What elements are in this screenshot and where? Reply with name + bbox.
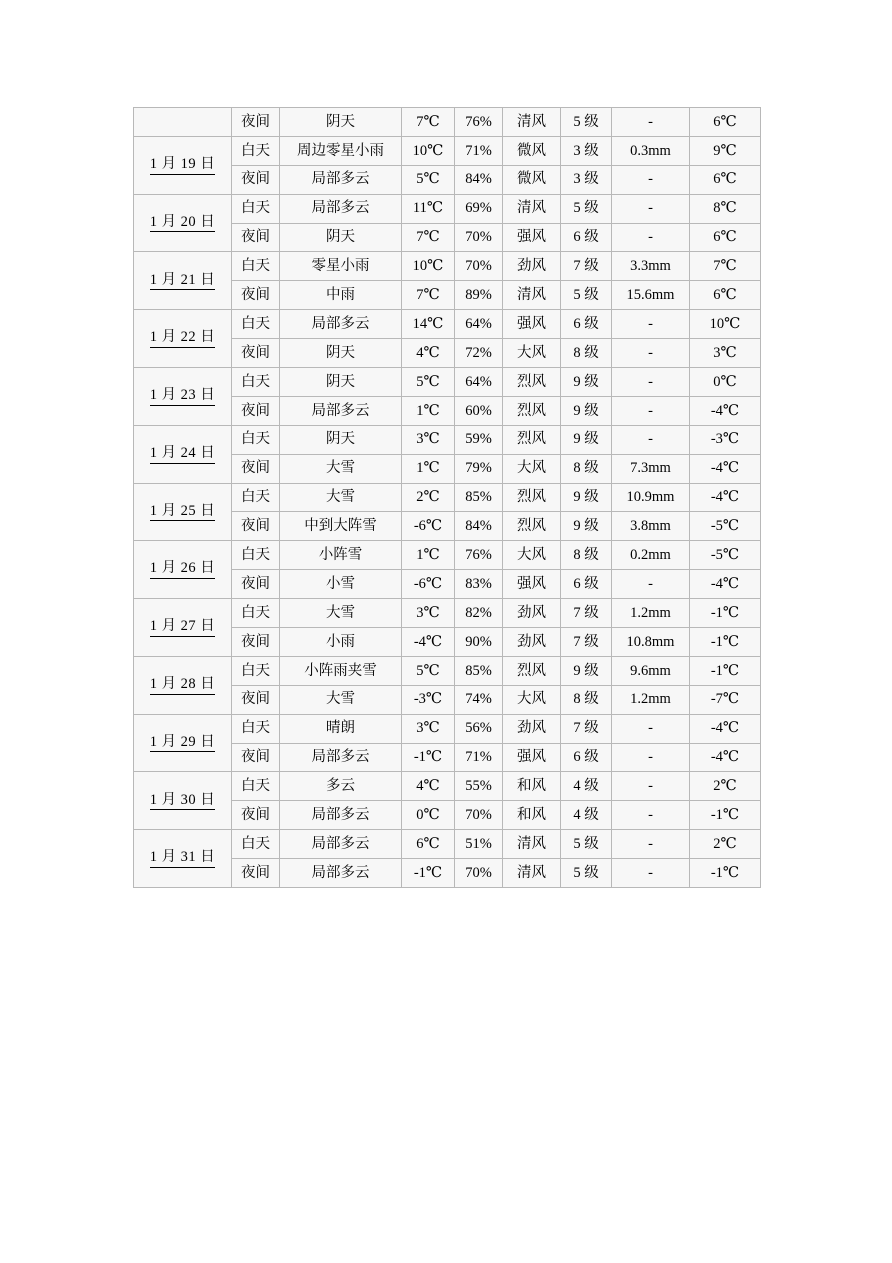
humidity-cell: 90% [455,628,503,657]
low-temperature-cell: 0℃ [690,368,761,397]
period-cell: 夜间 [232,108,280,137]
wind-level-cell: 3 级 [561,165,612,194]
period-cell: 夜间 [232,512,280,541]
low-temperature-cell: -7℃ [690,685,761,714]
wind-cell: 和风 [503,772,561,801]
date-cell [134,830,232,888]
table-row [134,830,761,859]
humidity-cell: 71% [455,743,503,772]
low-temperature-cell: 6℃ [690,165,761,194]
period-cell: 夜间 [232,801,280,830]
wind-cell: 劲风 [503,628,561,657]
date-cell [134,108,232,137]
period-cell: 夜间 [232,339,280,368]
date-cell [134,656,232,714]
low-temperature-cell: 9℃ [690,136,761,165]
date-label: 1 月 28 日 [150,676,216,695]
humidity-cell: 64% [455,368,503,397]
condition-cell: 小阵雪 [280,541,402,570]
low-temperature-cell: -4℃ [690,483,761,512]
humidity-cell: 72% [455,339,503,368]
date-label: 1 月 26 日 [150,560,216,579]
precipitation-cell: - [612,425,690,454]
date-label: 1 月 19 日 [150,156,216,175]
condition-cell: 阴天 [280,339,402,368]
table-row [134,194,761,223]
period-cell: 夜间 [232,281,280,310]
table-row [134,310,761,339]
precipitation-cell: 10.9mm [612,483,690,512]
low-temperature-cell: -1℃ [690,859,761,888]
wind-level-cell: 9 级 [561,425,612,454]
condition-cell: 中到大阵雪 [280,512,402,541]
wind-cell: 清风 [503,859,561,888]
date-cell [134,772,232,830]
temperature-cell: -3℃ [402,685,455,714]
low-temperature-cell: 6℃ [690,223,761,252]
period-cell: 白天 [232,599,280,628]
wind-level-cell: 7 级 [561,252,612,281]
condition-cell: 局部多云 [280,396,402,425]
low-temperature-cell: -5℃ [690,541,761,570]
condition-cell: 小雪 [280,570,402,599]
precipitation-cell: 7.3mm [612,454,690,483]
period-cell: 夜间 [232,223,280,252]
temperature-cell: 7℃ [402,281,455,310]
condition-cell: 阴天 [280,425,402,454]
temperature-cell: 5℃ [402,656,455,685]
humidity-cell: 84% [455,512,503,541]
precipitation-cell: 10.8mm [612,628,690,657]
humidity-cell: 64% [455,310,503,339]
wind-level-cell: 9 级 [561,368,612,397]
wind-level-cell: 5 级 [561,194,612,223]
period-cell: 夜间 [232,743,280,772]
date-cell [134,541,232,599]
date-label: 1 月 22 日 [150,329,216,348]
precipitation-cell: - [612,368,690,397]
period-cell: 夜间 [232,454,280,483]
condition-cell: 阴天 [280,368,402,397]
wind-level-cell: 8 级 [561,685,612,714]
precipitation-cell: - [612,108,690,137]
wind-cell: 烈风 [503,656,561,685]
weather-table-container [133,107,760,888]
low-temperature-cell: -3℃ [690,425,761,454]
wind-cell: 清风 [503,281,561,310]
wind-cell: 烈风 [503,483,561,512]
period-cell: 白天 [232,368,280,397]
humidity-cell: 83% [455,570,503,599]
condition-cell: 零星小雨 [280,252,402,281]
wind-cell: 清风 [503,108,561,137]
precipitation-cell: 15.6mm [612,281,690,310]
wind-level-cell: 7 级 [561,714,612,743]
table-row [134,108,761,137]
period-cell: 白天 [232,136,280,165]
condition-cell: 局部多云 [280,859,402,888]
temperature-cell: 0℃ [402,801,455,830]
period-cell: 白天 [232,425,280,454]
date-label: 1 月 25 日 [150,503,216,522]
wind-level-cell: 7 级 [561,628,612,657]
period-cell: 白天 [232,310,280,339]
wind-cell: 微风 [503,165,561,194]
temperature-cell: -6℃ [402,512,455,541]
temperature-cell: 5℃ [402,165,455,194]
date-cell [134,483,232,541]
precipitation-cell: - [612,223,690,252]
wind-level-cell: 6 级 [561,223,612,252]
low-temperature-cell: 6℃ [690,108,761,137]
condition-cell: 大雪 [280,685,402,714]
date-label: 1 月 30 日 [150,792,216,811]
low-temperature-cell: 3℃ [690,339,761,368]
wind-cell: 劲风 [503,252,561,281]
period-cell: 夜间 [232,859,280,888]
wind-level-cell: 3 级 [561,136,612,165]
humidity-cell: 76% [455,541,503,570]
condition-cell: 局部多云 [280,743,402,772]
humidity-cell: 71% [455,136,503,165]
low-temperature-cell: -4℃ [690,743,761,772]
wind-level-cell: 8 级 [561,541,612,570]
date-cell [134,252,232,310]
wind-cell: 劲风 [503,599,561,628]
wind-level-cell: 5 级 [561,830,612,859]
low-temperature-cell: 8℃ [690,194,761,223]
humidity-cell: 70% [455,859,503,888]
precipitation-cell: - [612,339,690,368]
wind-cell: 强风 [503,570,561,599]
period-cell: 夜间 [232,685,280,714]
precipitation-cell: - [612,714,690,743]
humidity-cell: 55% [455,772,503,801]
temperature-cell: 5℃ [402,368,455,397]
wind-level-cell: 9 级 [561,656,612,685]
temperature-cell: 7℃ [402,223,455,252]
date-label: 1 月 29 日 [150,734,216,753]
humidity-cell: 82% [455,599,503,628]
table-row [134,656,761,685]
temperature-cell: 3℃ [402,425,455,454]
wind-level-cell: 4 级 [561,801,612,830]
temperature-cell: 3℃ [402,599,455,628]
wind-level-cell: 8 级 [561,454,612,483]
date-label: 1 月 21 日 [150,272,216,291]
date-cell [134,194,232,252]
precipitation-cell: 3.3mm [612,252,690,281]
wind-level-cell: 9 级 [561,483,612,512]
temperature-cell: 10℃ [402,136,455,165]
wind-cell: 烈风 [503,425,561,454]
condition-cell: 局部多云 [280,801,402,830]
period-cell: 白天 [232,714,280,743]
precipitation-cell: 3.8mm [612,512,690,541]
wind-cell: 强风 [503,223,561,252]
low-temperature-cell: 2℃ [690,830,761,859]
wind-level-cell: 9 级 [561,396,612,425]
condition-cell: 周边零星小雨 [280,136,402,165]
table-row [134,599,761,628]
precipitation-cell: - [612,165,690,194]
table-row [134,541,761,570]
wind-level-cell: 6 级 [561,570,612,599]
period-cell: 白天 [232,483,280,512]
temperature-cell: 14℃ [402,310,455,339]
temperature-cell: 3℃ [402,714,455,743]
table-row [134,714,761,743]
date-cell [134,310,232,368]
temperature-cell: 7℃ [402,108,455,137]
temperature-cell: 1℃ [402,454,455,483]
precipitation-cell: - [612,859,690,888]
wind-cell: 微风 [503,136,561,165]
humidity-cell: 89% [455,281,503,310]
precipitation-cell: - [612,194,690,223]
date-cell [134,425,232,483]
weather-forecast-table [133,107,761,888]
humidity-cell: 74% [455,685,503,714]
weather-table-body [134,108,761,888]
humidity-cell: 60% [455,396,503,425]
low-temperature-cell: 2℃ [690,772,761,801]
condition-cell: 局部多云 [280,165,402,194]
precipitation-cell: - [612,772,690,801]
wind-cell: 清风 [503,830,561,859]
condition-cell: 局部多云 [280,194,402,223]
precipitation-cell: 1.2mm [612,599,690,628]
condition-cell: 局部多云 [280,830,402,859]
low-temperature-cell: -4℃ [690,454,761,483]
period-cell: 白天 [232,830,280,859]
date-label: 1 月 23 日 [150,387,216,406]
humidity-cell: 59% [455,425,503,454]
wind-cell: 烈风 [503,512,561,541]
date-label: 1 月 20 日 [150,214,216,233]
precipitation-cell: 0.2mm [612,541,690,570]
wind-cell: 劲风 [503,714,561,743]
temperature-cell: -6℃ [402,570,455,599]
period-cell: 白天 [232,194,280,223]
date-cell [134,714,232,772]
table-row [134,483,761,512]
wind-cell: 强风 [503,310,561,339]
temperature-cell: 1℃ [402,541,455,570]
precipitation-cell: - [612,801,690,830]
low-temperature-cell: -1℃ [690,656,761,685]
wind-cell: 大风 [503,541,561,570]
wind-level-cell: 6 级 [561,310,612,339]
period-cell: 夜间 [232,628,280,657]
period-cell: 白天 [232,772,280,801]
period-cell: 夜间 [232,165,280,194]
wind-level-cell: 5 级 [561,281,612,310]
condition-cell: 大雪 [280,483,402,512]
temperature-cell: 1℃ [402,396,455,425]
wind-level-cell: 9 级 [561,512,612,541]
wind-cell: 大风 [503,685,561,714]
date-cell [134,599,232,657]
condition-cell: 中雨 [280,281,402,310]
condition-cell: 小雨 [280,628,402,657]
temperature-cell: 10℃ [402,252,455,281]
humidity-cell: 85% [455,483,503,512]
precipitation-cell: 0.3mm [612,136,690,165]
humidity-cell: 84% [455,165,503,194]
period-cell: 夜间 [232,396,280,425]
condition-cell: 小阵雨夹雪 [280,656,402,685]
low-temperature-cell: -1℃ [690,599,761,628]
precipitation-cell: 9.6mm [612,656,690,685]
wind-cell: 强风 [503,743,561,772]
humidity-cell: 69% [455,194,503,223]
low-temperature-cell: -4℃ [690,714,761,743]
precipitation-cell: - [612,743,690,772]
temperature-cell: -1℃ [402,743,455,772]
low-temperature-cell: 7℃ [690,252,761,281]
low-temperature-cell: -4℃ [690,396,761,425]
temperature-cell: 11℃ [402,194,455,223]
humidity-cell: 76% [455,108,503,137]
date-cell [134,368,232,426]
wind-level-cell: 7 级 [561,599,612,628]
period-cell: 白天 [232,541,280,570]
temperature-cell: -4℃ [402,628,455,657]
temperature-cell: 4℃ [402,772,455,801]
humidity-cell: 70% [455,801,503,830]
wind-cell: 清风 [503,194,561,223]
precipitation-cell: - [612,570,690,599]
table-row [134,368,761,397]
condition-cell: 大雪 [280,599,402,628]
wind-cell: 烈风 [503,368,561,397]
humidity-cell: 70% [455,223,503,252]
humidity-cell: 70% [455,252,503,281]
wind-cell: 大风 [503,454,561,483]
humidity-cell: 51% [455,830,503,859]
temperature-cell: 2℃ [402,483,455,512]
precipitation-cell: 1.2mm [612,685,690,714]
precipitation-cell: - [612,830,690,859]
temperature-cell: -1℃ [402,859,455,888]
condition-cell: 阴天 [280,223,402,252]
condition-cell: 阴天 [280,108,402,137]
wind-cell: 烈风 [503,396,561,425]
date-label: 1 月 31 日 [150,849,216,868]
condition-cell: 局部多云 [280,310,402,339]
date-cell [134,136,232,194]
wind-level-cell: 5 级 [561,108,612,137]
period-cell: 夜间 [232,570,280,599]
low-temperature-cell: -5℃ [690,512,761,541]
condition-cell: 大雪 [280,454,402,483]
low-temperature-cell: -1℃ [690,801,761,830]
low-temperature-cell: -1℃ [690,628,761,657]
wind-level-cell: 4 级 [561,772,612,801]
temperature-cell: 4℃ [402,339,455,368]
wind-cell: 和风 [503,801,561,830]
date-label: 1 月 24 日 [150,445,216,464]
humidity-cell: 85% [455,656,503,685]
low-temperature-cell: 10℃ [690,310,761,339]
table-row [134,772,761,801]
wind-cell: 大风 [503,339,561,368]
table-row [134,136,761,165]
precipitation-cell: - [612,396,690,425]
wind-level-cell: 6 级 [561,743,612,772]
temperature-cell: 6℃ [402,830,455,859]
period-cell: 白天 [232,656,280,685]
low-temperature-cell: -4℃ [690,570,761,599]
condition-cell: 晴朗 [280,714,402,743]
condition-cell: 多云 [280,772,402,801]
wind-level-cell: 5 级 [561,859,612,888]
period-cell: 白天 [232,252,280,281]
wind-level-cell: 8 级 [561,339,612,368]
date-label: 1 月 27 日 [150,618,216,637]
low-temperature-cell: 6℃ [690,281,761,310]
precipitation-cell: - [612,310,690,339]
humidity-cell: 79% [455,454,503,483]
table-row [134,425,761,454]
humidity-cell: 56% [455,714,503,743]
table-row [134,252,761,281]
